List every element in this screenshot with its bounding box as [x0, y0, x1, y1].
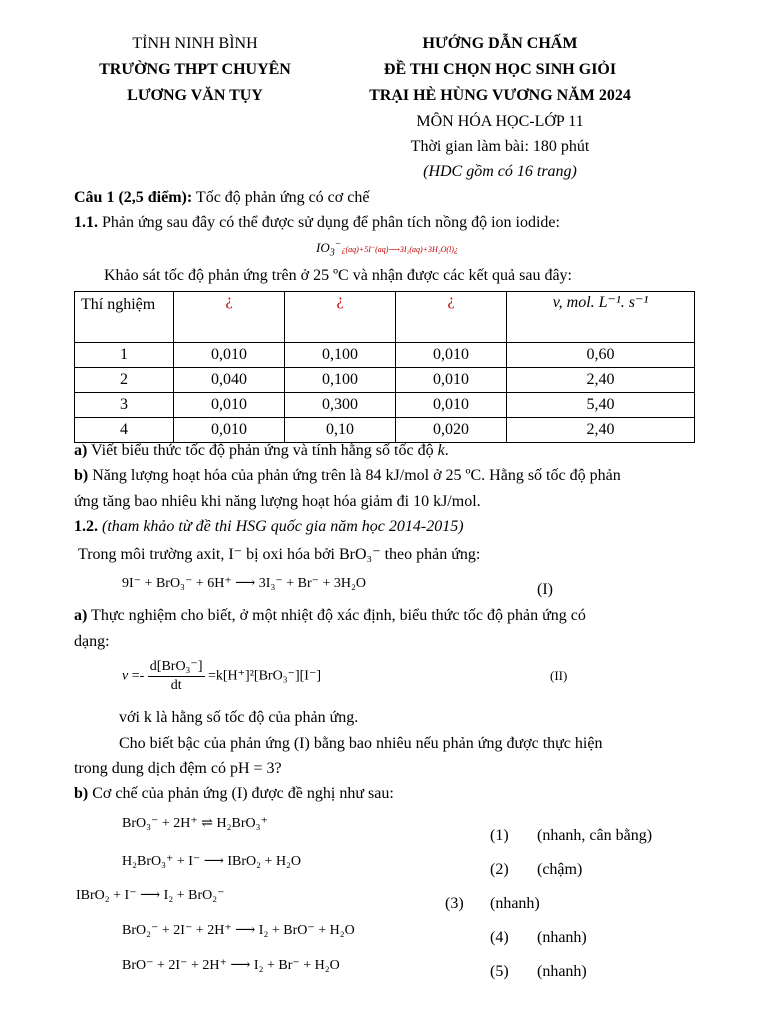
school-province: TỈNH NINH BÌNH	[132, 35, 258, 52]
part-1-1: 1.1. Phản ứng sau đây có thể được sử dụng để phân tích nồng độ ion iodide:	[74, 214, 560, 231]
cell-trial: 1	[75, 343, 174, 368]
k-note: với k là hằng số tốc độ của phản ứng.	[119, 709, 359, 726]
cell-io3: 0,040	[174, 368, 285, 393]
mechanism-step-1-num: (1)	[490, 827, 509, 844]
mechanism-step-2: H₂BrO₃⁺ + I⁻ ⟶ IBrO₂ + H₂O	[122, 854, 302, 869]
col-header-h: ¿	[396, 292, 507, 343]
question-title: Câu 1 (2,5 điểm): Tốc độ phản ứng có cơ chế	[74, 189, 370, 206]
mechanism-step-3-note: (nhanh)	[490, 895, 540, 912]
table-row	[75, 418, 695, 443]
question-b-line1: b) Năng lượng hoạt hóa của phản ứng trên là 84 kJ/mol ở 25 ºC. Hằng số tốc độ phản	[74, 467, 621, 484]
school-name: TRƯỜNG THPT CHUYÊN	[99, 61, 291, 78]
mechanism-step-2-note: (chậm)	[537, 861, 583, 878]
question-b-line2: ứng tăng bao nhiêu khi năng lượng hoạt hóa giảm đi 10 kJ/mol.	[74, 493, 481, 510]
cell-trial: 3	[75, 393, 174, 418]
col-header-trial: Thí nghiệm	[75, 292, 174, 343]
part-1-2: 1.2. (tham khảo từ đề thi HSG quốc gia năm học 2014-2015)	[74, 518, 464, 535]
table-row	[75, 368, 695, 393]
school-name-2: LƯƠNG VĂN TỤY	[127, 87, 263, 104]
question-a2-line1: a) Thực nghiệm cho biết, ở một nhiệt độ xác định, biểu thức tốc độ phản ứng có	[74, 607, 586, 624]
mechanism-step-5: BrO⁻ + 2I⁻ + 2H⁺ ⟶ I₂ + Br⁻ + H₂O	[122, 958, 340, 973]
cell-h: 0,010	[396, 368, 507, 393]
intro-text: Khảo sát tốc độ phản ứng trên ở 25 ºC và nhận được các kết quả sau đây:	[104, 267, 572, 284]
col-header-rate: v, mol. L⁻¹. s⁻¹	[507, 292, 695, 343]
cell-trial: 2	[75, 368, 174, 393]
cell-trial: 4	[75, 418, 174, 443]
duration: Thời gian làm bài: 180 phút	[410, 138, 590, 155]
mechanism-step-1-note: (nhanh, cân bằng)	[537, 827, 653, 844]
cell-io3: 0,010	[174, 343, 285, 368]
mechanism-step-3-num: (3)	[445, 895, 464, 912]
cell-io3: 0,010	[174, 418, 285, 443]
mechanism-step-3: IBrO₂ + I⁻ ⟶ I₂ + BrO₂⁻	[76, 888, 225, 903]
exam-title: ĐỀ THI CHỌN HỌC SINH GIỎI	[383, 61, 617, 78]
acid-env-text: Trong môi trường axit, I⁻ bị oxi hóa bởi BrO₃⁻ theo phản ứng:	[78, 546, 481, 563]
mechanism-step-1: BrO₃⁻ + 2H⁺ ⇌ H₂BrO₃⁺	[122, 816, 268, 831]
rate-law: v =- $\frac{\text{d[BrO₃⁻]}}{dt}$ =k[H⁺]²[BrO₃⁻][I⁻]	[122, 659, 321, 693]
iodate-equation: $IO_3^-¿(aq)+5I^-(aq)⟶3I_2(aq)+3H_2O(l)¿$	[316, 238, 458, 259]
mechanism-step-4-num: (4)	[490, 929, 509, 946]
cell-i: 0,100	[285, 343, 396, 368]
doc-title: HƯỚNG DẪN CHẤM	[422, 35, 578, 52]
cell-i: 0,300	[285, 393, 396, 418]
cell-rate: 5,40	[507, 393, 695, 418]
cell-rate: 0,60	[507, 343, 695, 368]
table-row	[75, 343, 695, 368]
cell-io3: 0,010	[174, 393, 285, 418]
question-a2-line2: dạng:	[74, 633, 110, 650]
mechanism-step-2-num: (2)	[490, 861, 509, 878]
page-count: (HDC gồm có 16 trang)	[423, 163, 577, 180]
cell-h: 0,010	[396, 393, 507, 418]
mechanism-step-4: BrO₂⁻ + 2I⁻ + 2H⁺ ⟶ I₂ + BrO⁻ + H₂O	[122, 923, 355, 938]
camp-title: TRẠI HÈ HÙNG VƯƠNG NĂM 2024	[369, 87, 631, 104]
table-header-row	[75, 292, 695, 343]
ph-question-line2: trong dung dịch đệm có pH = 3?	[74, 760, 282, 777]
subject: MÔN HÓA HỌC-LỚP 11	[416, 113, 584, 130]
rate-law-tag: (II)	[550, 668, 568, 683]
rate-fraction: $\frac{\text{d[BrO₃⁻]}}{dt}$	[149, 659, 203, 693]
table-row	[75, 393, 695, 418]
mechanism-step-5-note: (nhanh)	[537, 963, 587, 980]
mechanism-step-5-num: (5)	[490, 963, 509, 980]
ph-question-line1: Cho biết bậc của phản ứng (I) bằng bao nhiêu nếu phản ứng được thực hiện	[119, 735, 603, 752]
kinetics-table	[74, 291, 695, 443]
question-a: a) Viết biểu thức tốc độ phản ứng và tính hằng số tốc độ k.	[74, 442, 449, 459]
cell-h: 0,020	[396, 418, 507, 443]
mechanism-step-4-note: (nhanh)	[537, 929, 587, 946]
cell-i: 0,10	[285, 418, 396, 443]
cell-h: 0,010	[396, 343, 507, 368]
cell-i: 0,100	[285, 368, 396, 393]
cell-rate: 2,40	[507, 418, 695, 443]
col-header-i: ¿	[285, 292, 396, 343]
cell-rate: 2,40	[507, 368, 695, 393]
reaction-I: 9I⁻ + BrO₃⁻ + 6H⁺ ⟶ 3I₃⁻ + Br⁻ + 3H₂O	[122, 576, 367, 591]
question-b2: b) Cơ chế của phản ứng (I) được đề nghị như sau:	[74, 785, 394, 802]
col-header-io3: ¿	[174, 292, 285, 343]
reaction-I-tag: (I)	[537, 581, 553, 598]
